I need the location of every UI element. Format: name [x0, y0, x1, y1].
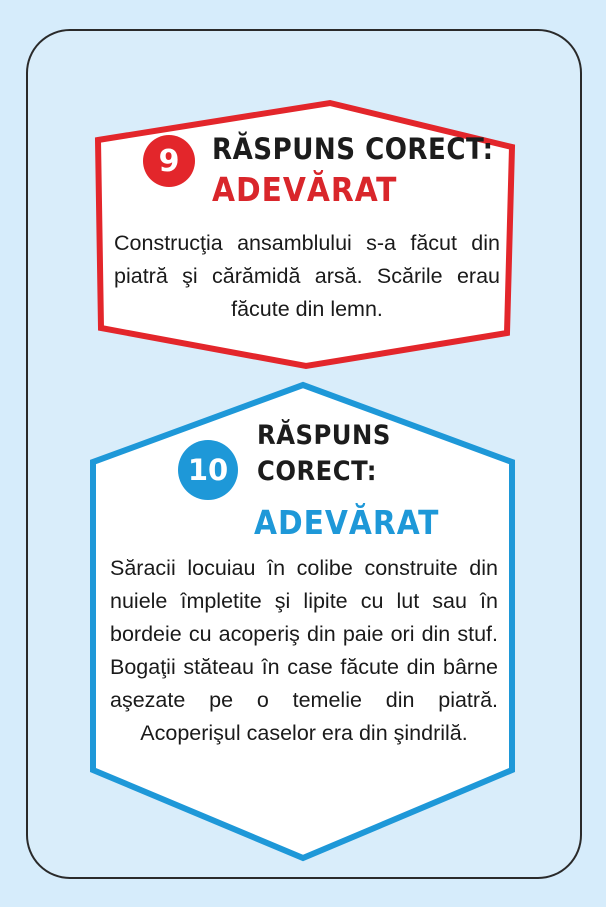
answer-value-10: ADEVĂRAT — [254, 503, 440, 542]
correct-answer-heading-9: RĂSPUNS CORECT: — [212, 132, 494, 166]
answer-value-9: ADEVĂRAT — [212, 170, 398, 209]
question-number-badge-10: 10 — [178, 440, 238, 500]
correct-answer-heading-10 — [257, 418, 417, 490]
heading-line-1: RĂSPUNS — [257, 420, 391, 451]
question-number-badge-9: 9 — [143, 135, 195, 187]
explanation-text-10: Săracii locuiau în colibe construite din nuiele împletite şi lipite cu lut sau în bordeie cu acoperiş din paie ori din stuf. Bogaţii stăteau în case făcute din bârne aşezate pe o temelie din piatră. Acoperişul caselor era din şindrilă. — [110, 556, 498, 745]
heading-line-2: CORECT: — [257, 456, 377, 487]
explanation-text-9: Construcţia ansamblului s-a făcut din piatră şi cărămidă arsă. Scările erau făcute din lemn. — [114, 231, 500, 321]
